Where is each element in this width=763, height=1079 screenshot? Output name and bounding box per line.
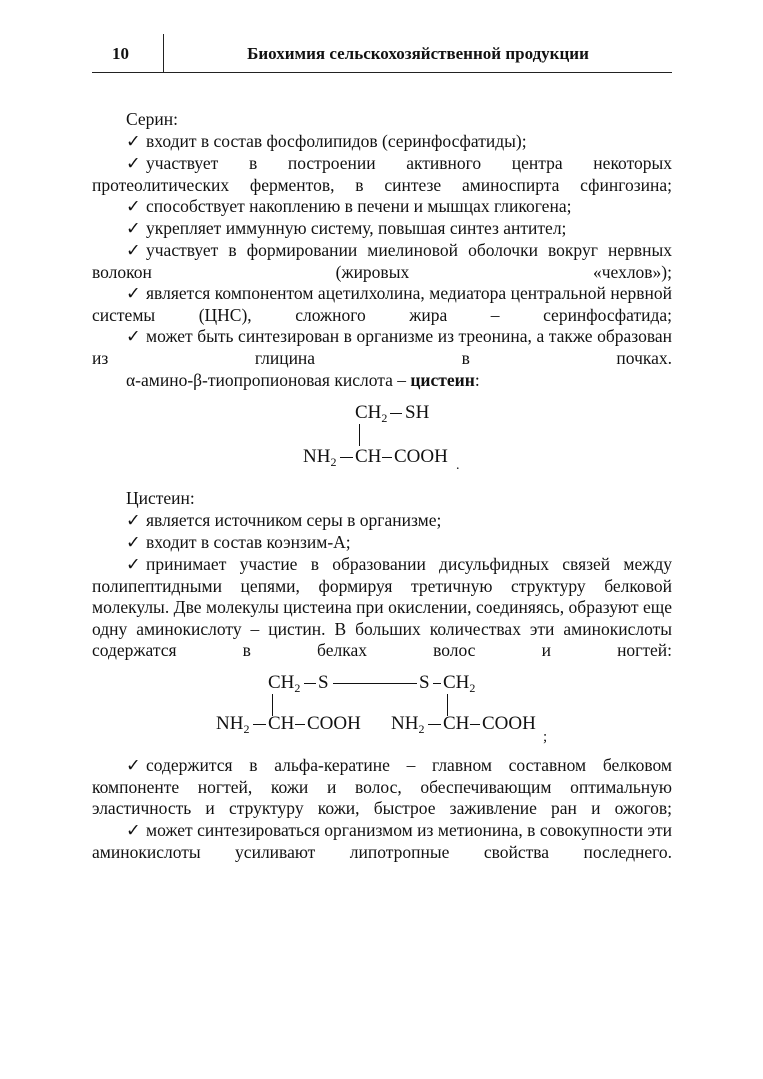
bond-line [295,724,305,725]
list-item: ✓ принимает участие в образовании дисульфидных связей между полипептидными цепями, формируя третичную структуру белковой молекулы. Две молекулы цистеина при окислении, соединяясь, образуют еще одну аминокислоту – цистин. В больших количествах эти аминокислоты содержатся в белках волос и ногтей: [92,554,672,660]
disulfide-bond [333,683,417,684]
cysteine-intro: α-амино-β-тиопропионовая кислота – цистеин: [126,370,480,390]
bond-line [433,683,441,684]
formula-ch-group: CH [268,713,295,734]
bond-line [253,724,266,725]
check-icon: ✓ [126,283,141,303]
check-icon: ✓ [126,196,141,216]
list-item: ✓ может синтезироваться организмом из метионина, в совокупности эти аминокислоты усиливают липотропные свойства последнего. [92,820,672,862]
bond-line [382,457,392,458]
formula-nh2-group: $NH_2$ [391,713,425,736]
formula-end-mark: . [456,458,460,473]
check-icon: ✓ [126,326,141,346]
running-header [92,34,672,73]
page-number: 10 [112,44,129,63]
check-icon: ✓ [126,554,141,574]
cysteine-heading: Цистеин: [126,488,195,508]
formula-nh2-group: $NH_2$ [303,446,337,469]
check-icon: ✓ [126,755,141,775]
list-item: ✓ участвует в построении активного центра некоторых протеолитических ферментов, в синтезе аминоспирта сфингозина; [92,153,672,195]
serine-heading: Серин: [126,109,178,129]
check-icon: ✓ [126,131,141,151]
formula-ch-group: CH [355,446,382,467]
list-item: ✓ может быть синтезирован в организме из треонина, а также образован из глицина в почках. [92,326,672,368]
list-item: ✓ входит в состав фосфолипидов (серинфосфатиды); [126,131,527,151]
formula-cooh-group: COOH [394,446,448,467]
list-item: ✓ входит в состав коэнзим-А; [126,532,351,552]
bond-line [470,724,480,725]
list-item: ✓ является источником серы в организме; [126,510,442,530]
check-icon: ✓ [126,820,141,840]
list-item: ✓ является компонентом ацетилхолина, медиатора центральной нервной системы (ЦНС), сложного жира – серинфосфатида; [92,283,672,325]
bond-line [428,724,441,725]
list-item: ✓ содержится в альфа-кератине – главном составном белковом компоненте ногтей, кожи и волос, обеспечивающим оптимальную эластичность и структуру кожи, быстрое заживление ран и ожогов; [92,755,672,818]
formula-end-mark: ; [543,729,548,745]
check-icon: ✓ [126,532,141,552]
list-item: ✓ укрепляет иммунную систему, повышая синтез антител; [126,218,567,238]
formula-nh2-group: $NH_2$ [216,713,250,736]
bond-line [359,424,360,446]
formula-ch2-group: $CH_2$ [355,402,388,425]
bond-line [340,457,353,458]
formula-cooh-group: COOH [482,713,536,734]
check-icon: ✓ [126,510,141,530]
formula-ch2-group: $CH_2$ [443,672,476,695]
formula-s-atom: S [419,672,430,693]
check-icon: ✓ [126,240,141,260]
formula-ch2-group: $CH_2$ [268,672,301,695]
book-title: Биохимия сельскохозяйственной продукции [247,44,589,63]
check-icon: ✓ [126,153,141,173]
list-item: ✓ участвует в формировании миелиновой оболочки вокруг нервных волокон (жировых «чехлов»); [92,240,672,282]
formula-sh-group: SH [405,402,430,423]
bond-line [304,683,316,684]
bond-line [390,413,402,414]
formula-ch-group: CH [443,713,470,734]
formula-cooh-group: COOH [307,713,361,734]
cysteine-name: цистеин [410,370,475,390]
formula-s-atom: S [318,672,329,693]
list-item: ✓ способствует накоплению в печени и мышцах гликогена; [126,196,572,216]
check-icon: ✓ [126,218,141,238]
